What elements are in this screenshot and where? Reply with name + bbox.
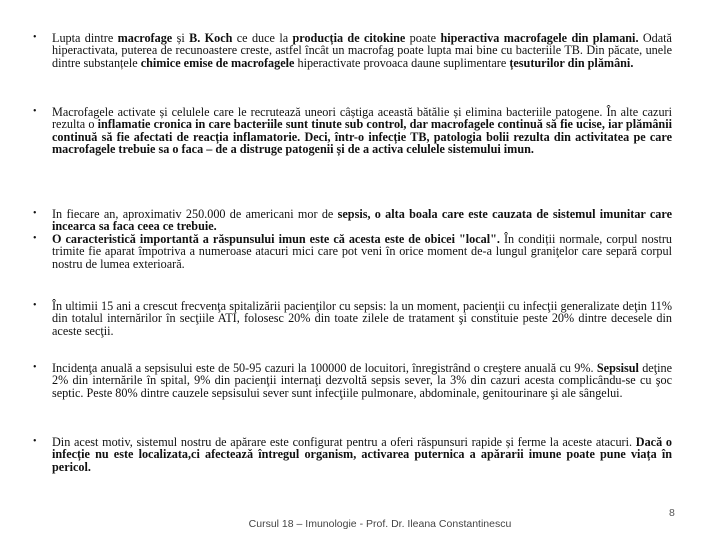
text-segment: Lupta dintre <box>52 31 118 45</box>
text-segment: În ultimii 15 ani a crescut frecvenţa spitalizării pacienţilor cu sepsis: la un moment, pacienţii cu infecţii generalizate deţin 11% din totalul internărilor în secţiile ATI, folosesc 20% din toate zilele de tratament şi constituie peste 20% dintre decesele din aceste secţii. <box>52 299 672 338</box>
bullet-marker: • <box>33 208 37 219</box>
bold-text-segment: țesuturilor din plămâni. <box>509 55 634 70</box>
bold-text-segment: hiperactiva macrofagele din plamani. <box>440 31 639 45</box>
paragraph-text <box>52 362 672 399</box>
paragraph-text <box>52 436 672 473</box>
bullet-marker: • <box>33 436 37 447</box>
bold-text-segment: macrofage <box>117 31 173 45</box>
text-segment: Odată hiperactivata, puterea de recunoastere creste, astfel încât un macrofag poate lupta mai bine cu bacteriile TB. Din păcate, unele dintre substanțele <box>52 31 672 70</box>
text-segment: Macrofagele activate și celulele care le recrutează uneori câștiga această bătălie și elimina bacteriile patogene. În alte cazuri rezulta o <box>52 105 672 132</box>
bullet-marker: • <box>33 362 37 373</box>
bold-text-segment: producția de citokine <box>292 31 406 45</box>
text-segment: poate <box>405 31 441 45</box>
paragraph-text <box>52 32 672 69</box>
bold-text-segment: Sepsisul <box>596 361 639 375</box>
bold-text-segment: sepsis, o alta boala care este cauzata de sistemul imunitar care incearca sa faca ceea ce trebuie. <box>52 207 672 234</box>
bullet-marker: • <box>33 106 37 117</box>
page-number: 8 <box>669 507 675 519</box>
text-segment: deţine 2% din internările în spital, 9% din pacienţii internaţi dezvoltă sepsis sever, la 3% din cazuri acesta complicându-se cu şoc septic. Peste 80% dintre cauzele sepsisului sever sunt infecţiile pulmonare, abdominale, genitourinare şi ale sângelui. <box>52 361 672 400</box>
text-segment: Incidenţa anuală a sepsisului este de 50-95 cazuri la 100000 de locuitori, înregistrând o creştere anuală cu 9%. <box>52 361 597 375</box>
slide-footer: Cursul 18 – Imunologie - Prof. Dr. Ileana Constantinescu <box>248 518 512 530</box>
bullet-marker: • <box>33 233 37 244</box>
bold-text-segment: Dacă o infecție nu este localizata,ci afecteazǎ întregul organism, activarea puternica a apǎrarii imune poate pune viața în pericol. <box>52 435 672 474</box>
text-segment: și <box>172 31 190 45</box>
paragraph-text <box>52 233 672 270</box>
bullet-marker: • <box>33 300 37 311</box>
bold-text-segment: chimice emise de macrofagele <box>140 55 295 70</box>
paragraph-text <box>52 300 672 337</box>
paragraph-text <box>52 208 672 233</box>
text-segment: In fiecare an, aproximativ 250.000 de americani mor de <box>52 207 338 221</box>
text-segment: În condiții normale, corpul nostru trimite fie aparat împotriva a numeroase atacuri mici care pot veni în orice moment de-a lungul graniţelor care separă corpul nostru de lumea exterioară. <box>52 232 672 271</box>
bullet-marker: • <box>33 32 37 43</box>
paragraph-text <box>52 106 672 156</box>
text-segment: Din acest motiv, sistemul nostru de apărare este configurat pentru a oferi răspunsuri rapide și ferme la aceste atacuri. <box>52 435 636 449</box>
bold-text-segment: B. Koch <box>189 31 233 45</box>
text-segment: hiperactivate provoaca daune suplimentare <box>294 55 510 70</box>
bold-text-segment: inflamatie cronica in care bacteriile sunt tinute sub control, dar macrofagele continuă să fie ucise, iar plămânii continuă să fie afectati de reacția inflamatorie. Deci, într-o infecție TB, patologia bolii rezulta din activitatea pe care macrofagele trebuie sa o faca – de a distruge patogenii și de a activa celulele sistemului imun. <box>52 117 672 157</box>
bold-text-segment: O caracteristică importantă a răspunsului imun este că acesta este de obicei "local". <box>52 232 500 246</box>
text-segment: ce duce la <box>232 31 293 45</box>
